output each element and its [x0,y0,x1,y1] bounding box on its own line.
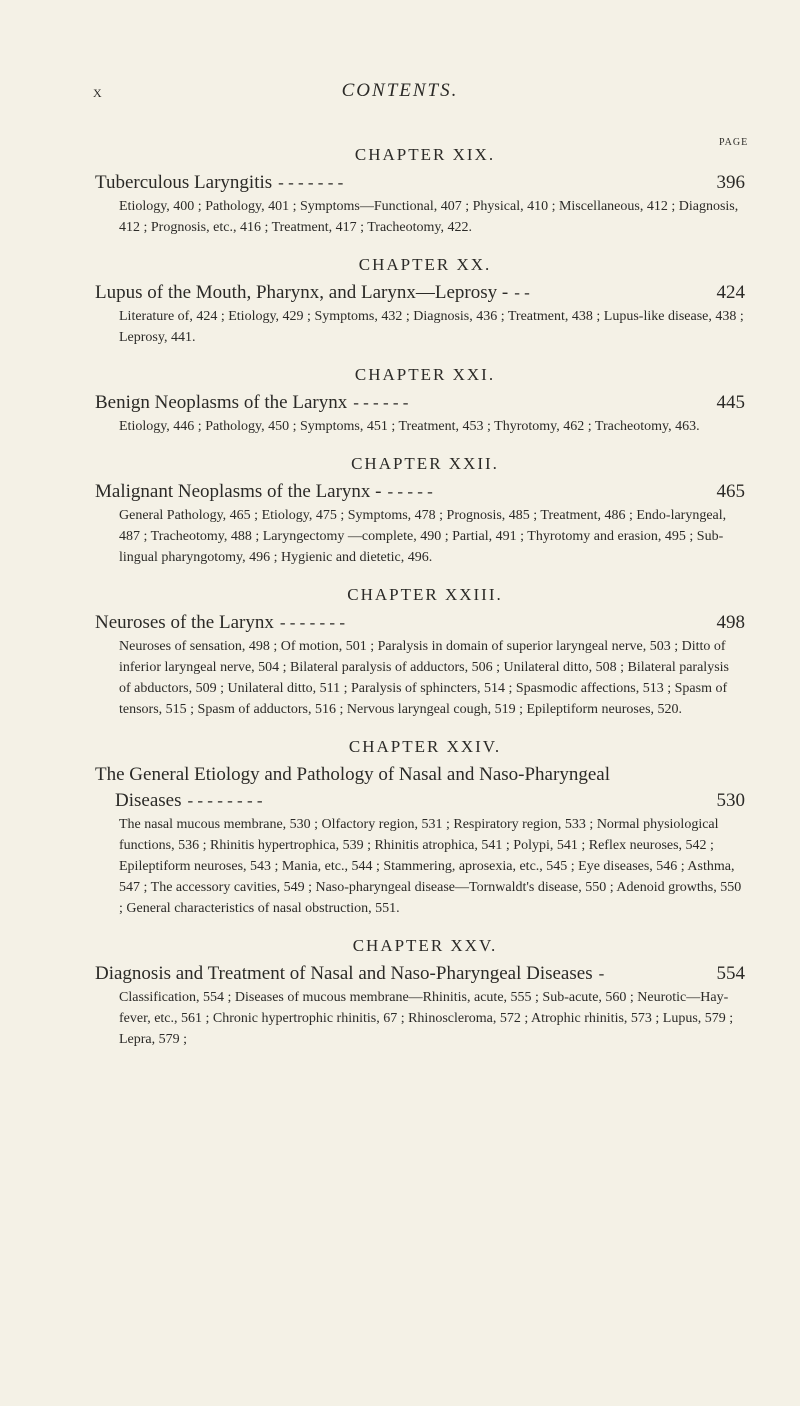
chapter-title: Diagnosis and Treatment of Nasal and Naso-Pharyngeal Diseases [95,963,593,984]
leader-dots: - - - - - [387,482,433,501]
chapter-heading: CHAPTER XIX. [354,145,496,164]
chapter-entry [0,732,800,931]
chapter-title: Lupus of the Mouth, Pharynx, and Larynx—Leprosy - [95,282,509,303]
chapter-entry [0,140,800,250]
chapter-subtopics: Classification, 554 ; Diseases of mucous membrane—Rhinitis, acute, 555 ; Sub-acute, 560 ; Neurotic—Hay-fever, etc., 561 ; Chronic hypertrophic rhinitis, 67 ; Rhinoscleroma, 572 ; Atrophic rhinitis, 573 ; Lupus, 579 ; Lepra, 579 ; [119,990,734,1047]
chapter-title: Neuroses of the Larynx [95,612,274,633]
page-folio: X [93,86,103,100]
chapter-page-number: 554 [716,963,745,984]
chapter-subtopics: General Pathology, 465 ; Etiology, 475 ; Symptoms, 478 ; Prognosis, 485 ; Treatment, 486 ; Endo-laryngeal, 487 ; Tracheotomy, 488 ; Laryngectomy —complete, 490 ; Partial, 491 ; Thyrotomy and erasion, 495 ; Sub-lingual pharyngotomy, 496 ; Hygienic and dietetic, 496. [119,508,727,565]
chapter-subtopics: The nasal mucous membrane, 530 ; Olfactory region, 531 ; Respiratory region, 533 ; Normal physiological functions, 536 ; Rhinitis hypertrophica, 539 ; Rhinitis atrophica, 541 ; Polypi, 541 ; Reflex neuroses, 542 ; Epileptiform neuroses, 543 ; Mania, etc., 544 ; Stammering, aprosexia, etc., 545 ; Eye diseases, 546 ; Asthma, 547 ; The accessory cavities, 549 ; Naso-pharyngeal disease—Tornwaldt's disease, 550 ; Adenoid growths, 550 ; General characteristics of nasal obstruction, 551. [119,817,742,916]
chapter-subtopics: Etiology, 446 ; Pathology, 450 ; Symptoms, 451 ; Treatment, 453 ; Thyrotomy, 462 ; Tracheotomy, 463. [119,419,700,434]
page-column-label: PAGE [719,137,749,148]
chapter-heading: CHAPTER XXV. [352,936,498,955]
chapter-heading: CHAPTER XXIII. [347,585,503,604]
chapter-page-number: 424 [716,282,745,303]
chapter-title: Benign Neoplasms of the Larynx [95,392,348,413]
chapter-page-number: 396 [716,172,745,193]
chapter-page-number: 498 [716,612,745,633]
chapter-subtopics: Etiology, 400 ; Pathology, 401 ; Symptoms—Functional, 407 ; Physical, 410 ; Miscellaneous, 412 ; Diagnosis, 412 ; Prognosis, etc., 416 ; Treatment, 417 ; Tracheotomy, 422. [119,199,739,235]
running-head [0,80,800,106]
leader-dots: - - - - - - - [279,613,345,632]
chapter-title-row [95,280,745,306]
chapter-title: The General Etiology and Pathology of Nasal and Naso-Pharyngeal [95,764,610,785]
leader-dots: - - [514,283,530,302]
chapter-heading: CHAPTER XXII. [351,454,499,473]
chapter-title-row [95,390,745,416]
chapter-heading: CHAPTER XXIV. [348,737,502,756]
chapter-subtopics: Literature of, 424 ; Etiology, 429 ; Symptoms, 432 ; Diagnosis, 436 ; Treatment, 438 ; Lupus-like disease, 438 ; Leprosy, 441. [119,309,744,345]
contents-list [0,140,800,1050]
chapter-page-number: 530 [716,790,745,811]
chapter-title-row [95,762,745,814]
leader-dots: - - - - - - - - [187,791,263,810]
chapter-entry [0,449,800,580]
chapter-title: Malignant Neoplasms of the Larynx - [95,481,382,502]
chapter-subtopics: Neuroses of sensation, 498 ; Of motion, 501 ; Paralysis in domain of superior laryngeal nerve, 503 ; Ditto of inferior laryngeal nerve, 504 ; Bilateral paralysis of adductors, 506 ; Unilateral ditto, 508 ; Bilateral paralysis of abductors, 509 ; Unilateral ditto, 511 ; Paralysis of sphincters, 514 ; Spasmodic affections, 513 ; Spasm of tensors, 515 ; Spasm of adductors, 516 ; Nervous laryngeal cough, 519 ; Epileptiform neuroses, 520. [119,639,729,717]
chapter-heading: CHAPTER XXI. [354,365,496,384]
chapter-title-row [95,170,745,196]
chapter-entry [0,580,800,732]
chapter-entry [0,931,800,1050]
chapter-page-number: 445 [716,392,745,413]
chapter-heading: CHAPTER XX. [358,255,492,274]
chapter-title-row [95,961,745,987]
chapter-entry [0,360,800,449]
leader-dots: - - - - - - [353,393,409,412]
leader-dots: - [598,964,605,983]
chapter-title: Tuberculous Laryngitis [95,172,273,193]
chapter-title-continued: Diseases [115,790,182,811]
chapter-title-row [95,479,745,505]
chapter-entry [0,250,800,360]
chapter-page-number: 465 [716,481,745,502]
running-head-title: CONTENTS. [341,80,459,101]
leader-dots: - - - - - - - [278,173,344,192]
chapter-title-row [95,610,745,636]
